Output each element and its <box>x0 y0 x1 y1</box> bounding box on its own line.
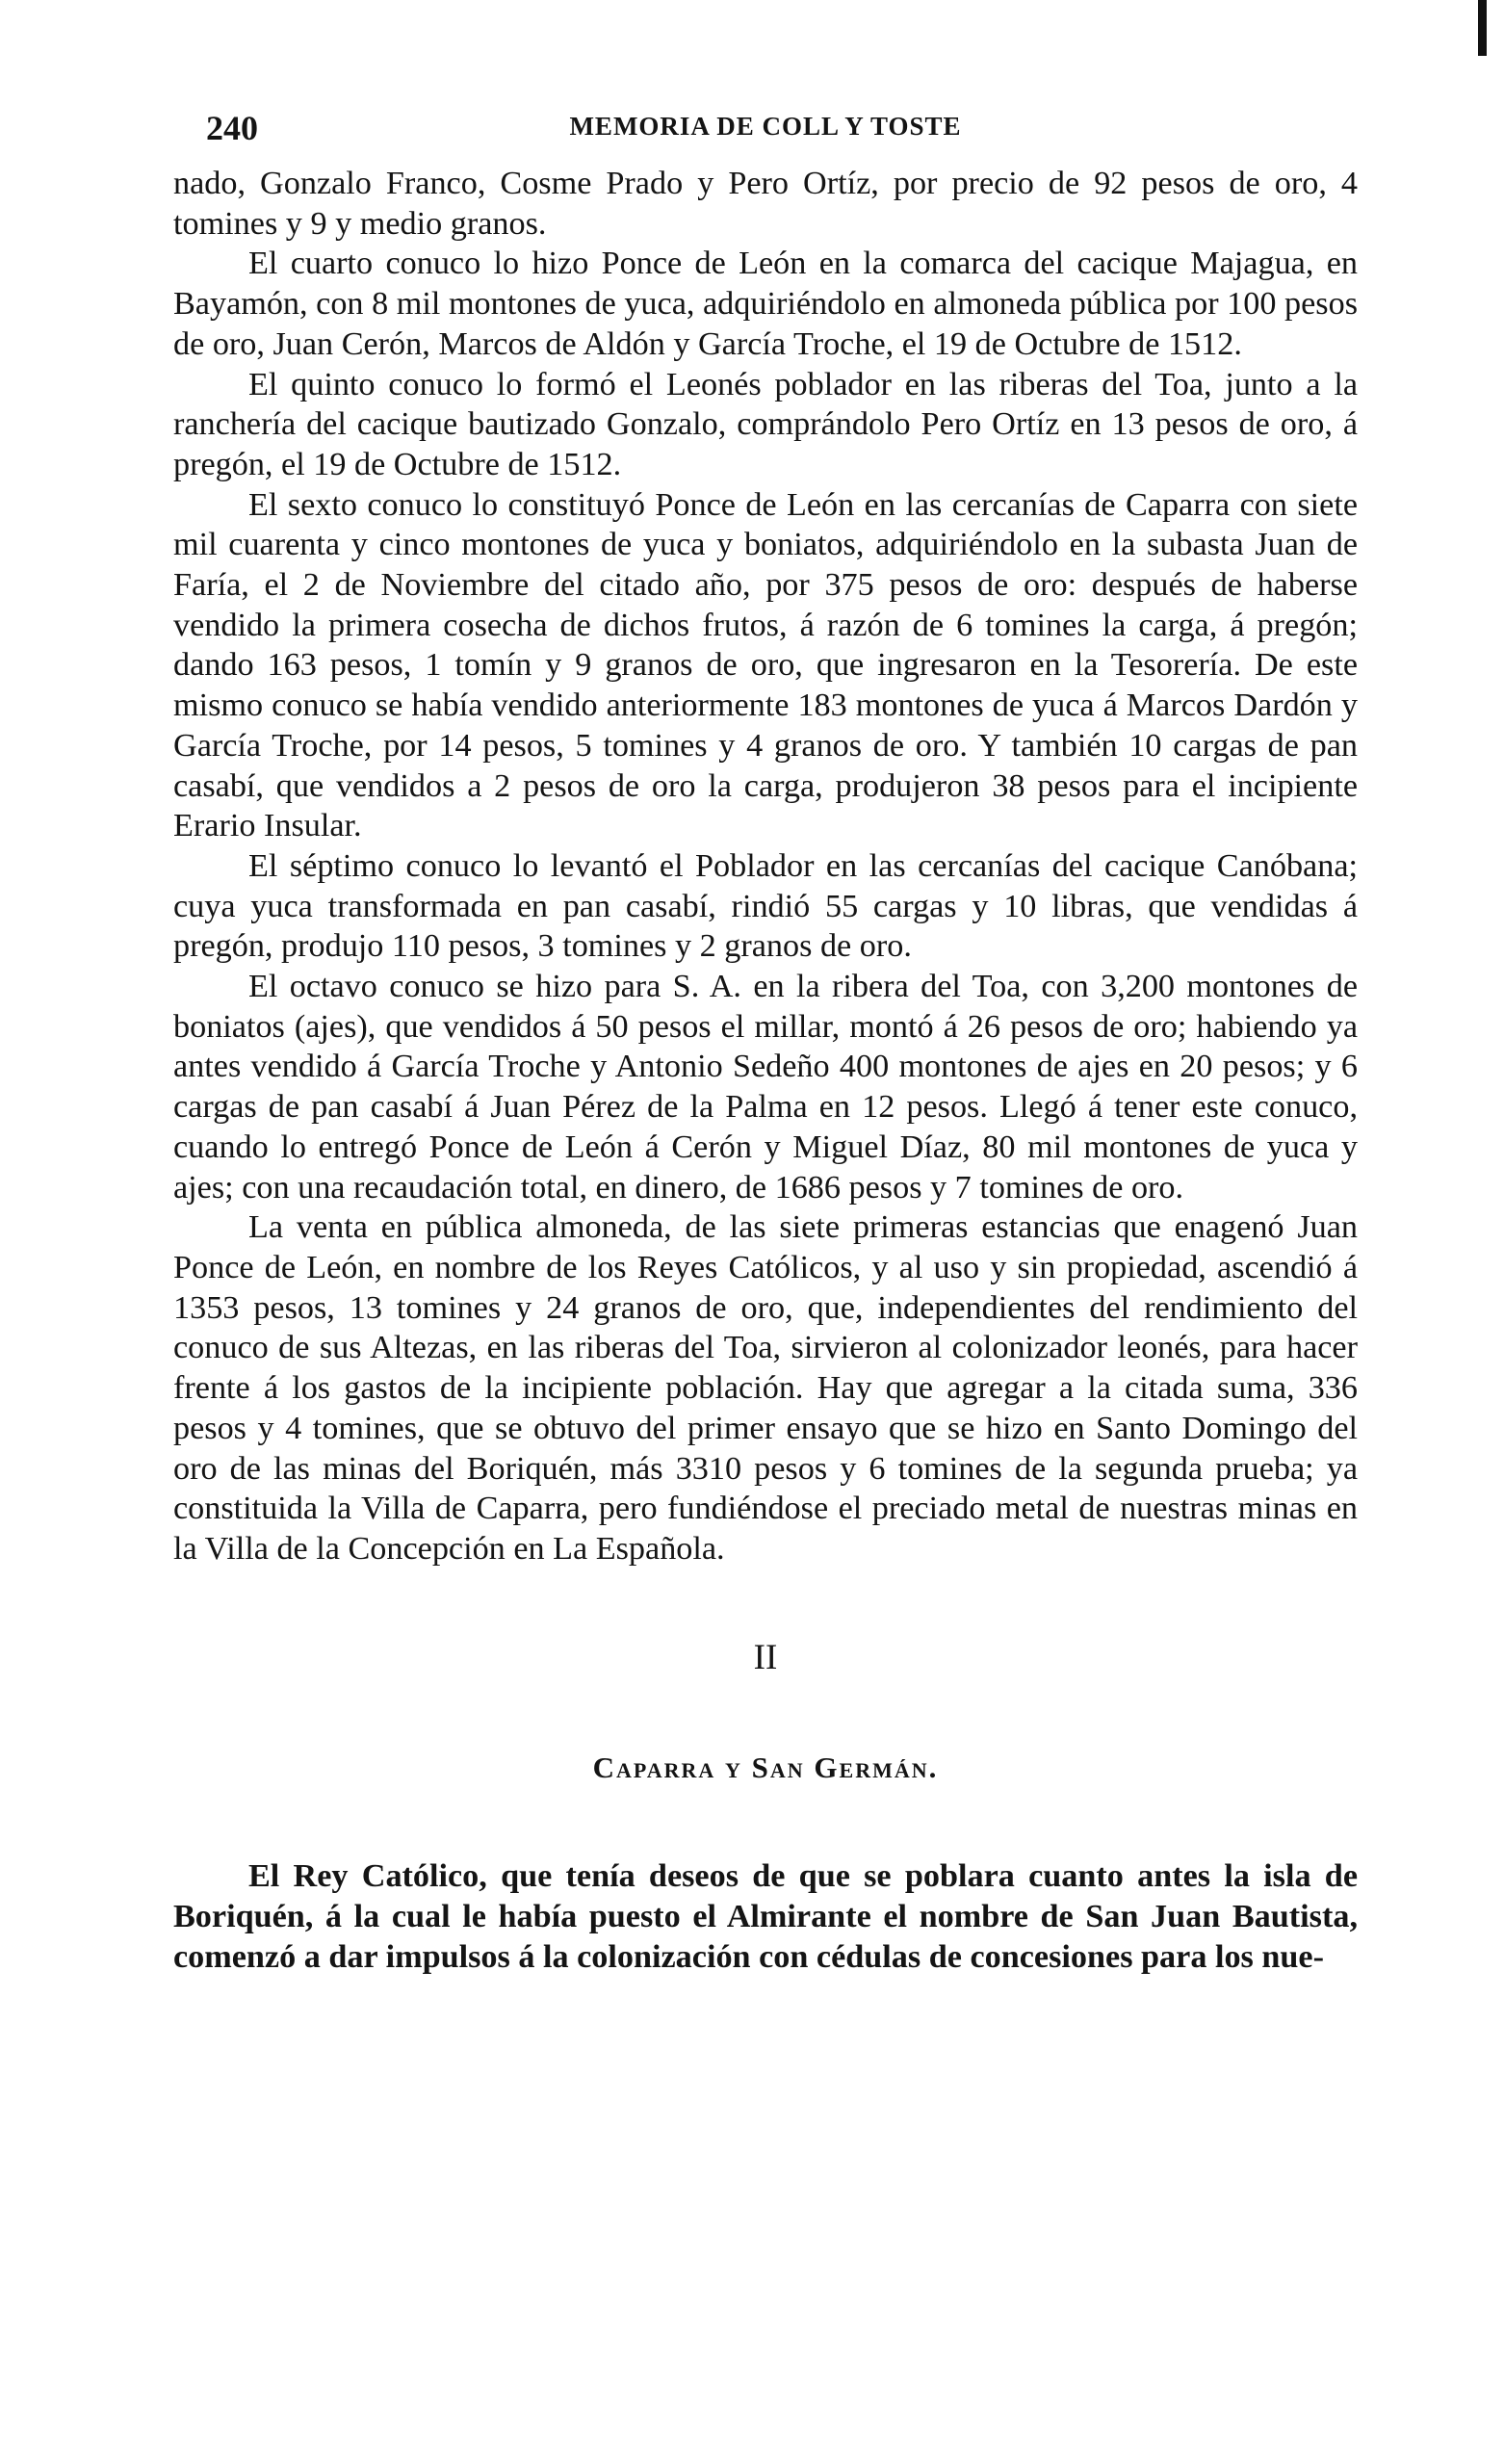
page-number: 240 <box>206 109 258 147</box>
paragraph: El sexto conuco lo constituyó Ponce de León en las cercanías de Caparra con siete mil cuarenta y cinco montones de yuca y boniatos, adquiriéndolo en la subasta Juan de Faría, el 2 de Noviembre del citado año, por 375 pesos de oro: después de haberse vendido la primera cosecha de dichos frutos, á razón de 6 tomines la carga, á pregón; dando 163 pesos, 1 tomín y 9 granos de oro, que ingresaron en la Tesorería. De este mismo conuco se había vendido anteriormente 183 montones de yuca á Marcos Dardón y García Troche, por 14 pesos, 5 tomines y 4 granos de oro. Y también 10 cargas de pan casabí, que vendidos a 2 pesos de oro la carga, produjeron 38 pesos para el incipiente Erario Insular. <box>173 486 1358 844</box>
paragraph: La venta en pública almoneda, de las siete primeras estancias que enagenó Juan Ponce de León, en nombre de los Reyes Católicos, y al uso y sin propiedad, ascendió á 1353 pesos, 13 tomines y 24 granos de oro, que, independientes del rendimiento del conuco de sus Altezas, en las riberas del Toa, sirvieron al colonizador leonés, para hacer frente á los gastos de la incipiente población. Hay que agregar a la citada suma, 336 pesos y 4 tomines, que se obtuvo del primer ensayo que se hizo en Santo Domingo del oro de las minas del Boriquén, más 3310 pesos y 6 tomines de la segunda prueba; ya constituida la Villa de Caparra, pero fundiéndose el preciado metal de nuestras minas en la Villa de la Concepción en La Española. <box>173 1209 1358 1567</box>
page-edge-mark <box>1478 0 1487 56</box>
paragraph: El séptimo conuco lo levantó el Poblador en las cercanías del cacique Canóbana; cuya yuca transformada en pan casabí, rindió 55 cargas y 10 libras, que vendidas á pregón, produjo 110 pesos, 3 tomines y 2 granos de oro. <box>173 847 1358 965</box>
section-title: Caparra y San Germán. <box>592 1750 939 1784</box>
paragraph: El Rey Católico, que tenía deseos de que se poblara cuanto antes la isla de Boriquén, á la cual le había puesto el Almirante el nombre de San Juan Bautista, comenzó a dar impulsos á la colonización con cédulas de concesiones para los nue- <box>173 1857 1358 1975</box>
paragraph: El cuarto conuco lo hizo Ponce de León en la comarca del cacique Majagua, en Bayamón, con 8 mil montones de yuca, adquiriéndolo en almoneda pública por 100 pesos de oro, Juan Cerón, Marcos de Aldón y García Troche, el 19 de Octubre de 1512. <box>173 246 1358 362</box>
main-text <box>173 164 1358 1569</box>
section-number: II <box>753 1637 778 1677</box>
running-header <box>173 108 1358 158</box>
book-page <box>173 108 1358 1978</box>
section-text <box>173 1856 1358 1978</box>
paragraph: nado, Gonzalo Franco, Cosme Prado y Pero Ortíz, por precio de 92 pesos de oro, 4 tomines y 9 y medio granos. <box>173 166 1358 242</box>
paragraph: El quinto conuco lo formó el Leonés poblador en las riberas del Toa, junto a la ranchería del cacique bautizado Gonzalo, comprándolo Pero Ortíz en 13 pesos de oro, á pregón, el 19 de Octubre de 1512. <box>173 366 1358 482</box>
running-title: MEMORIA DE COLL Y TOSTE <box>569 112 962 141</box>
paragraph: El octavo conuco se hizo para S. A. en la ribera del Toa, con 3,200 montones de boniatos (ajes), que vendidos á 50 pesos el millar, montó á 26 pesos de oro; habiendo ya antes vendido á García Troche y Antonio Sedeño 400 montones de ajes en 20 pesos; y 6 cargas de pan casabí á Juan Pérez de la Palma en 12 pesos. Llegó á tener este conuco, cuando lo entregó Ponce de León á Cerón y Miguel Díaz, 80 mil montones de yuca y ajes; con una recaudación total, en dinero, de 1686 pesos y 7 tomines de oro. <box>173 969 1358 1206</box>
